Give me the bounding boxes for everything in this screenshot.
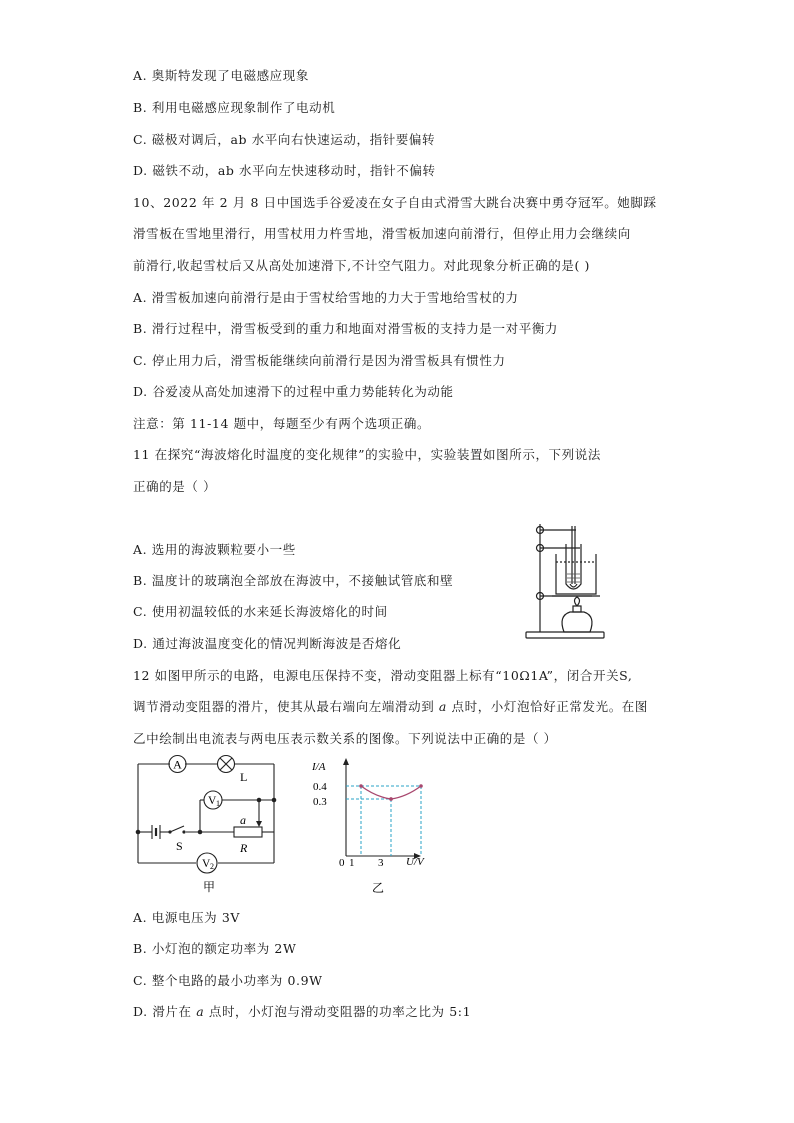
ammeter-label: A: [173, 757, 182, 772]
q11-option-b: B. 温度计的玻璃泡全部放在海波中，不接触试管底和壁: [133, 573, 454, 588]
circuit-diagram-jia: [128, 754, 288, 896]
y-tick-label-0.4: 0.4: [313, 781, 327, 793]
q11-option-d: D. 通过海波温度变化的情况判断海波是否熔化: [133, 636, 402, 651]
voltmeter-v2-label: V: [202, 858, 211, 870]
series-curve-1: [391, 786, 421, 799]
graph-origin-label: 0: [339, 857, 345, 869]
voltmeter-v2-subscript: 2: [210, 862, 214, 871]
q12-stem-line-2-part-a: 调节滑动变阻器的滑片，使其从最右端向左端滑动到: [133, 699, 439, 714]
q10-option-d: D. 谷爱凌从高处加速滑下的过程中重力势能转化为动能: [133, 384, 454, 399]
multi-choice-note: 注意：第 11-14 题中，每题至少有两个选项正确。: [133, 416, 431, 431]
data-point-1-1: [419, 784, 423, 788]
q12-stem-line-1: 12 如图甲所示的电路，电源电压保持不变，滑动变阻器上标有“10Ω1A”，闭合开关S,: [133, 668, 633, 683]
x-tick-label-1: 1: [349, 857, 355, 869]
q12-option-c: C. 整个电路的最小功率为 0.9W: [133, 973, 323, 988]
q12-stem-line-2: [133, 697, 648, 715]
x-tick-label-3: 3: [378, 857, 384, 869]
q10-stem-line-2: 滑雪板在雪地里滑行，用雪杖用力杵雪地，滑雪板加速向前滑行，但停止用力会继续向: [133, 226, 631, 241]
q10-option-c: C. 停止用力后，滑雪板能继续向前滑行是因为滑雪板具有惯性力: [133, 353, 506, 368]
q12-option-d-part-a: D. 滑片在: [133, 1004, 197, 1019]
data-point-0-0: [359, 784, 363, 788]
y-tick-label-0.3: 0.3: [313, 796, 327, 808]
q9-option-b: B. 利用电磁感应现象制作了电动机: [133, 100, 336, 115]
series-curve-0: [361, 786, 391, 799]
q9-option-c: C. 磁极对调后，ab 水平向右快速运动，指针要偏转: [133, 132, 436, 147]
q11-stem-line-2: 正确的是（ ）: [133, 479, 217, 494]
rheostat-label: R: [240, 841, 248, 855]
q10-option-b: B. 滑行过程中，滑雪板受到的重力和地面对滑雪板的支持力是一对平衡力: [133, 321, 559, 336]
q11-option-a: A. 选用的海波颗粒要小一些: [133, 542, 296, 557]
q10-option-a: A. 滑雪板加速向前滑行是由于雪杖给雪地的力大于雪地给雪杖的力: [133, 290, 519, 305]
q12-option-d-variable: a: [196, 1004, 205, 1019]
current-voltage-graph: [305, 754, 435, 896]
q12-option-b: B. 小灯泡的额定功率为 2W: [133, 941, 297, 956]
q10-stem-line-1: 10、2022 年 2 月 8 日中国选手谷爱凌在女子自由式滑雪大跳台决赛中勇夺冠军。她脚踩: [133, 195, 657, 210]
q12-stem-line-2-part-b: 点时，小灯泡恰好正常发光。在图: [446, 699, 649, 714]
x-axis-label: U/V: [406, 856, 424, 868]
q12-stem-line-3: 乙中绘制出电流表与两电压表示数关系的图像。下列说法中正确的是（ ）: [133, 731, 557, 746]
circuit-caption: 甲: [203, 880, 216, 894]
y-axis-label: I/A: [312, 761, 326, 773]
q9-option-a: A. 奥斯特发现了电磁感应现象: [133, 68, 309, 83]
switch-label: S: [176, 839, 183, 853]
graph-caption: 乙: [372, 881, 385, 895]
q9-option-d: D. 磁铁不动，ab 水平向左快速移动时，指针不偏转: [133, 163, 436, 178]
q11-option-c: C. 使用初温较低的水来延长海波熔化的时间: [133, 604, 388, 619]
q12-option-d: [133, 1002, 471, 1020]
q12-option-d-part-b: 点时，小灯泡与滑动变阻器的功率之比为 5:1: [204, 1004, 472, 1019]
q12-point-a-variable: a: [438, 699, 447, 714]
slider-point-label: a: [240, 813, 246, 827]
data-point-1-0: [389, 797, 393, 801]
q11-stem-line-1: 11 在探究“海波熔化时温度的变化规律”的实验中，实验装置如图所示，下列说法: [133, 447, 601, 462]
lamp-label: L: [240, 770, 248, 784]
voltmeter-v1-subscript: 1: [216, 799, 220, 808]
q12-option-a: A. 电源电压为 3V: [133, 910, 241, 925]
voltmeter-v1-label: V: [208, 795, 217, 807]
melting-apparatus-figure: [520, 518, 610, 642]
q10-stem-line-3: 前滑行,收起雪杖后又从高处加速滑下,不计空气阻力。对此现象分析正确的是( ): [133, 258, 590, 273]
